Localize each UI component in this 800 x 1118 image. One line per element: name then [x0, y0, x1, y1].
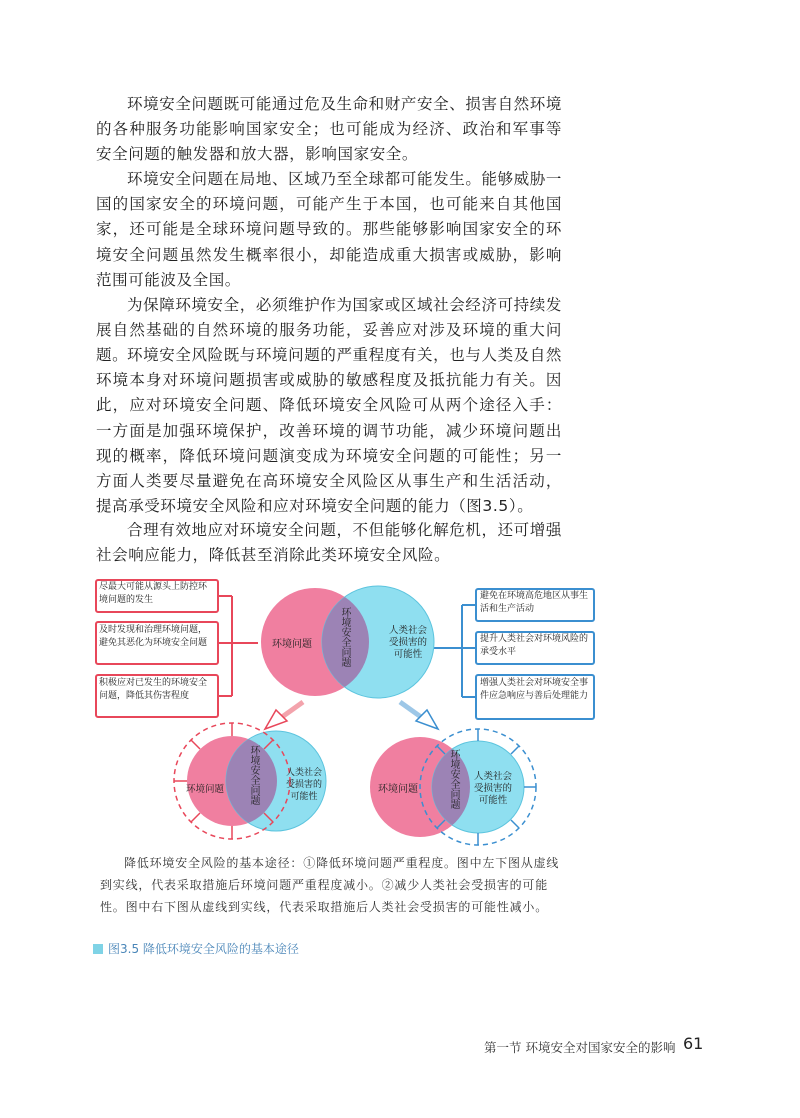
br-overlap-label: 环境安全问题 — [448, 749, 459, 809]
bl-left-label: 环境问题 — [185, 784, 225, 795]
figure-label — [93, 940, 299, 957]
figure-label-text: 图3.5 降低环境安全风险的基本途径 — [108, 942, 299, 956]
right-box-2-text: 提升人类社会对环境风险的承受水平 — [480, 634, 589, 657]
right-box-1-text: 避免在环境高危地区从事生活和生产活动 — [480, 591, 589, 614]
br-left-label: 环境问题 — [378, 784, 418, 795]
right-box-1 — [476, 589, 594, 621]
bottom-right-venn — [370, 729, 536, 845]
arrow-right-down — [400, 702, 438, 729]
left-box-2 — [96, 622, 218, 664]
arrow-left-down — [265, 702, 303, 729]
bl-overlap-label: 环境安全问题 — [248, 745, 259, 805]
left-box-3 — [96, 675, 218, 717]
page-number: 61 — [683, 1034, 704, 1053]
footer-section-title: 第一节 环境安全对国家安全的影响 — [484, 1040, 676, 1055]
bl-right-label: 人类社会受损害的可能性 — [285, 768, 322, 802]
right-box-3-text: 增强人类社会对环境安全事件应急响应与善后处理能力 — [480, 678, 589, 701]
paragraph-4: 环境安全风险既与环境问题的严重程度有关，也与人类及自然环境本身对环境问题损害或威胁的敏感程度及抵抗能力有关。因此，应对环境安全问题、降低环境安全风险可从两个途径入手：一方面是加强环境保护，改善环境的调节功能，减少环境问题出现的概率，降低环境问题演变成为环境安全问题的可能性；另一方面人类要尽量避免在高环境安全风险区从事生产和生活活动，提高承受环境安全风险和应对环境安全问题的能力（图3.5）。 — [96, 346, 562, 516]
top-venn — [261, 586, 434, 698]
paragraph-2: 环境安全问题在局地、区域乃至全球都可能发生。能够威胁一国的国家安全的环境问题，可能产生于本国，也可能来自其他国家，还可能是全球环境问题导致的。那些能够影响国家安全的环境安全问题虽然发生概率很小，却能造成重大损害或威胁，影响范围可能波及全国。 — [96, 170, 562, 289]
br-right-label: 人类社会受损害的可能性 — [473, 771, 512, 806]
left-box-1-text: 尽最大可能从源头上防控环境问题的发生 — [99, 582, 208, 605]
paragraph-1: 环境安全问题既可能通过危及生命和财产安全、损害自然环境的各种服务功能影响国家安全；也可能成为经济、政治和军事等安全问题的触发器和放大器，影响国家安全。 — [96, 95, 562, 164]
left-box-2-text: 及时发现和治理环境问题，避免其恶化为环境安全问题 — [99, 625, 208, 648]
paragraph-5: 合理有效地应对环境安全问题，不但能够化解危机，还可增强社会响应能力，降低甚至消除此类环境安全风险。 — [96, 521, 562, 565]
top-overlap-label: 环境安全问题 — [339, 607, 350, 667]
figure-caption: 降低环境安全风险的基本途径：①降低环境问题严重程度。图中左下图从虚线到实线，代表采取措施后环境问题严重程度减小。②减少人类社会受损害的可能性。图中右下图从虚线到实线，代表采取措施后人类社会受损害的可能性减小。 — [100, 856, 560, 914]
paragraph-3: 为保障环境安全，必须维护作为国家或区域社会经济可持续发展自然基础的自然环境的服务功能，妥善应对涉及环境的重大问题。 — [96, 296, 562, 365]
right-box-3 — [476, 675, 594, 719]
bottom-left-venn — [174, 723, 326, 839]
top-right-label: 人类社会受损害的可能性 — [388, 625, 427, 660]
top-left-label: 环境问题 — [272, 639, 312, 650]
left-box-1 — [96, 580, 218, 612]
left-box-3-text: 积极应对已发生的环境安全问题，降低其伤害程度 — [99, 678, 208, 701]
right-bracket — [434, 605, 476, 697]
figure-label-marker — [93, 944, 103, 954]
right-box-2 — [476, 632, 594, 664]
left-bracket — [218, 596, 258, 696]
figure-3-5-diagram — [90, 577, 630, 847]
